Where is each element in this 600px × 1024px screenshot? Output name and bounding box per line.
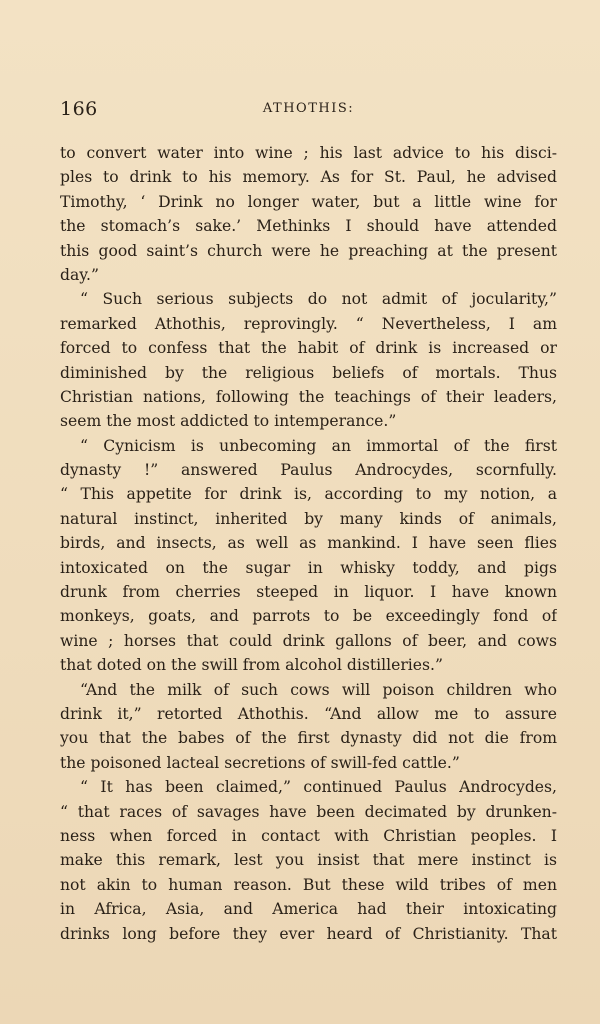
text-line: that doted on the swill from alcohol distilleries.”	[60, 656, 443, 675]
text-line: “ It has been claimed,” continued Paulus Androcydes,	[80, 778, 557, 797]
text-line: dynasty !” answered Paulus Androcydes, scornfully.	[60, 461, 557, 480]
text-line: drunk from cherries steeped in liquor. I have known	[60, 583, 557, 602]
text-line: seem the most addicted to intemperance.”	[60, 412, 397, 431]
text-line: natural instinct, inherited by many kinds of animals,	[60, 509, 557, 528]
body-text	[60, 141, 557, 946]
text-line: make this remark, lest you insist that mere instinct is	[60, 851, 557, 870]
text-line: ples to drink to his memory. As for St. Paul, he advised	[60, 168, 557, 187]
text-line: this good saint’s church were he preaching at the present	[60, 241, 557, 260]
text-line: remarked Athothis, reprovingly. “ Nevertheless, I am	[60, 314, 557, 333]
text-line: to convert water into wine ; his last advice to his disci-	[60, 144, 557, 162]
text-line: day.”	[60, 265, 99, 284]
text-line: you that the babes of the first dynasty did not die from	[60, 729, 557, 748]
text-line: “ Cynicism is unbecoming an immortal of the first	[80, 436, 557, 455]
text-line: Timothy, ‘ Drink no longer water, but a little wine for	[60, 192, 557, 211]
text-line: drink it,” retorted Athothis. “And allow me to assure	[60, 704, 557, 723]
text-line: “And the milk of such cows will poison children who	[80, 680, 557, 699]
text-line: forced to confess that the habit of drink is increased or	[60, 339, 557, 358]
text-line: the poisoned lacteal secretions of swill-fed cattle.”	[60, 753, 460, 772]
text-line: monkeys, goats, and parrots to be exceedingly fond of	[60, 607, 557, 626]
text-line: “ This appetite for drink is, according to my notion, a	[60, 485, 557, 504]
running-head: ATHOTHIS:	[262, 101, 355, 116]
text-line: the stomach’s sake.’ Methinks I should have attended	[60, 217, 557, 236]
text-line: “ that races of savages have been decimated by drunken-	[60, 802, 557, 821]
text-line: birds, and insects, as well as mankind. I have seen flies	[60, 534, 557, 553]
text-line: intoxicated on the sugar in whisky toddy, and pigs	[60, 558, 557, 577]
text-line: wine ; horses that could drink gallons of beer, and cows	[60, 631, 557, 650]
text-line: drinks long before they ever heard of Christianity. That	[60, 924, 557, 943]
text-line: in Africa, Asia, and America had their intoxicating	[60, 900, 557, 919]
text-line: Christian nations, following the teachings of their leaders,	[60, 387, 557, 406]
text-line: “ Such serious subjects do not admit of jocularity,”	[80, 290, 557, 309]
text-line: not akin to human reason. But these wild tribes of men	[60, 875, 557, 894]
text-line: ness when forced in contact with Christian peoples. I	[60, 826, 557, 845]
page-header	[60, 98, 557, 122]
page-number: 166	[60, 98, 98, 120]
text-line: diminished by the religious beliefs of mortals. Thus	[60, 363, 557, 382]
